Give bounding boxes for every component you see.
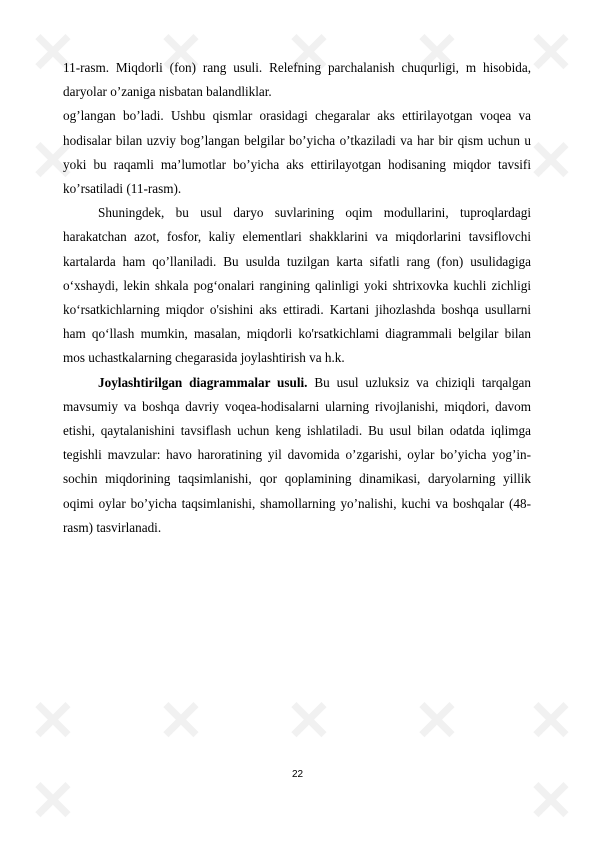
figure-caption: 11-rasm. Miqdorli (fon) rang usuli. Relefning parchalanish chuqurligi, m hisobida, daryolar o’zaniga nisbatan balandliklar. [63, 60, 531, 100]
watermark-x-icon: ✕ [29, 129, 77, 192]
section-heading: Joylashtirilgan diagrammalar usuli. [98, 374, 308, 390]
page-body [63, 56, 531, 540]
watermark-x-icon: ✕ [285, 689, 333, 752]
watermark-x-icon: ✕ [527, 21, 575, 84]
watermark-x-icon: ✕ [157, 689, 205, 752]
watermark-x-icon: ✕ [413, 689, 461, 752]
watermark-x-icon: ✕ [29, 21, 77, 84]
paragraph: Shuningdek, bu usul daryo suvlarining oqim modullarini, tuproqlardagi harakatchan azot, fosfor, kaliy elementlari shakklarini va miqdorlarini tavsiflovchi kartalarda ham qo’llaniladi. Bu usulda tuzilgan karta sifatli rang (fon) usulidagiga o‘xshaydi, lekin shkala pog‘onalari rangining qalinligi yoki shtrixovka kuchli zichligi ko‘rsatkichlarning miqdor o'sishini aks ettiradi. Kartani jihozlashda boshqa usullarni ham qo‘llash mumkin, masalan, miqdorli ko'rsatkichlami diagrammali belgilar bilan mos uchastkalarning chegarasida joylashtirish va h.k. [63, 205, 531, 366]
watermark-x-icon: ✕ [413, 21, 461, 84]
watermark-x-icon: ✕ [29, 769, 77, 832]
watermark-x-icon: ✕ [285, 21, 333, 84]
watermark-x-icon: ✕ [527, 769, 575, 832]
watermark-x-icon: ✕ [157, 21, 205, 84]
watermark-x-icon: ✕ [527, 689, 575, 752]
section-body: Bu usul uzluksiz va chiziqli tarqalgan mavsumiy va boshqa davriy voqea-hodisalarni ularning rivojlanishi, miqdori, davom etishi, qaytalanishini tavsiflash uchun keng ishlatiladi. Bu usul bilan odatda iqlimga tegishli mavzular: havo haroratining yil davomida o’zgarishi, oylar bo’yicha yog’in-sochin miqdorining taqsimlanishi, qor qoplamining dinamikasi, daryolarning yillik oqimi oylar bo’yicha taqsimlanishi, shamollarning yo’nalishi, kuchi va boshqalar (48-rasm) tasvirlanadi. [63, 374, 531, 535]
page-number: 22 [291, 769, 304, 780]
section-paragraph [63, 371, 531, 540]
watermark-x-icon: ✕ [29, 689, 77, 752]
watermark-x-icon: ✕ [527, 129, 575, 192]
paragraph: og’langan bo’ladi. Ushbu qismlar orasidagi chegaralar aks ettirilayotgan voqea va hodisalar bilan uzviy bog’langan belgilar bo’yicha o’tkaziladi va har bir qism uchun u yoki bu raqamli ma’lumotlar bo’yicha aks ettirilayotgan hodisaning miqdor tavsifi ko’rsatiladi (11-rasm). [63, 108, 531, 197]
